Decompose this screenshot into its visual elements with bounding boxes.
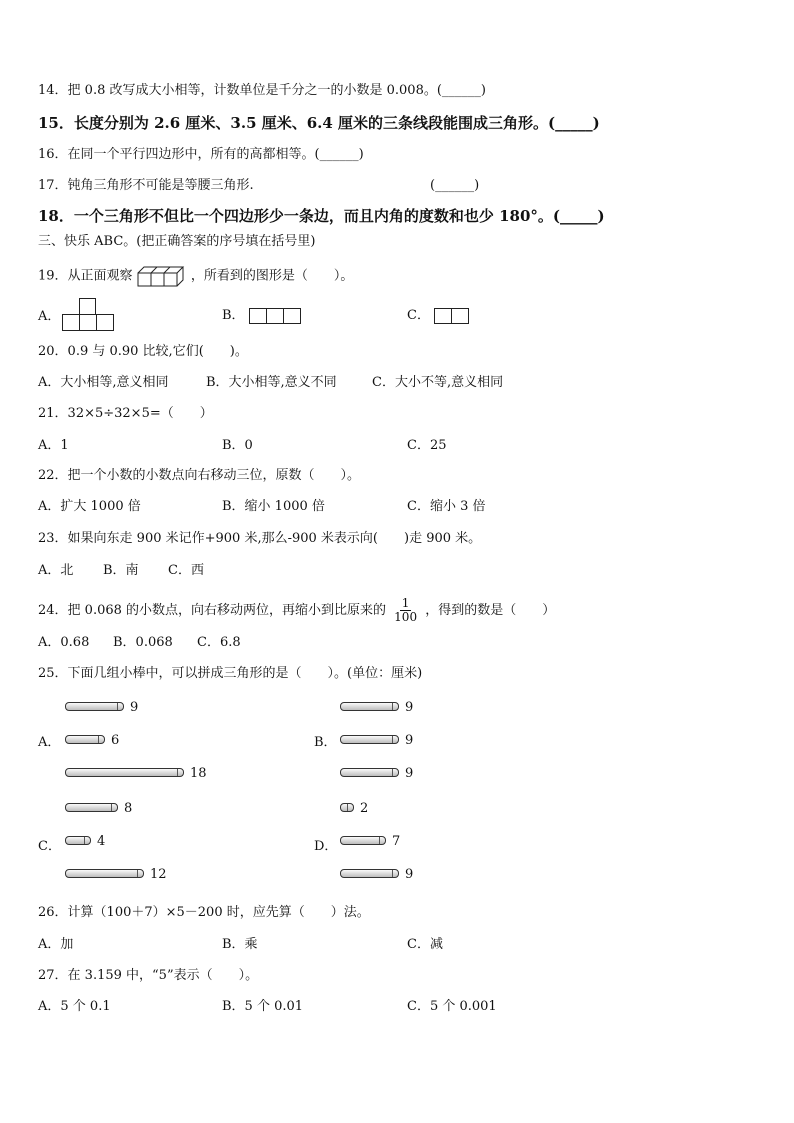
question-17-blank[interactable]: (______): [430, 178, 480, 193]
stick-length-label: 6: [111, 733, 120, 748]
q22-option-a[interactable]: A．扩大 1000 倍: [38, 499, 141, 514]
cube-stack-figure: [137, 264, 187, 288]
q23-option-a[interactable]: A．北: [38, 563, 74, 578]
stick: [65, 735, 105, 744]
stick-length-label: 4: [97, 834, 106, 849]
stick-length-label: 9: [405, 733, 414, 748]
fraction-one-hundredth: $\frac{1}{100}$: [394, 596, 418, 624]
question-23: 23．如果向东走 900 米记作+900 米,那么-900 米表示向( )走 900 米。: [38, 531, 482, 546]
stick-length-label: 8: [124, 801, 133, 816]
q19-option-b[interactable]: B．: [222, 307, 301, 325]
question-24: 24．把 0.068 的小数点，向右移动两位，再缩小到比原来的 $\frac{1}{100}$ ，得到的数是（ ）: [38, 596, 556, 624]
q21-option-a[interactable]: A．1: [38, 438, 69, 453]
q25-option-c[interactable]: C．: [38, 839, 61, 854]
question-16: 16．在同一个平行四边形中，所有的高都相等。(______): [38, 147, 364, 162]
question-19: 19．从正面观察 ，所看到的图形是（ ）。: [38, 264, 353, 288]
question-27: 27．在 3.159 中，“5”表示（ ）。: [38, 968, 259, 983]
q23-option-b[interactable]: B．南: [103, 563, 139, 578]
question-26: 26．计算（100＋7）×5－200 时，应先算（ ）法。: [38, 905, 370, 920]
stick: [340, 869, 399, 878]
stick: [340, 702, 399, 711]
q25-option-b[interactable]: B．: [314, 735, 337, 750]
q20-option-b[interactable]: B．大小相等,意义不同: [206, 375, 337, 390]
question-15: 15．长度分别为 2.6 厘米、3.5 厘米、6.4 厘米的三条线段能围成三角形。(_____): [38, 114, 600, 132]
q19-option-c-figure: [434, 308, 469, 324]
q26-option-c[interactable]: C．减: [407, 937, 443, 952]
q24-option-a[interactable]: A．0.68: [38, 635, 90, 650]
q27-option-c[interactable]: C．5 个 0.001: [407, 999, 497, 1014]
q27-option-b[interactable]: B．5 个 0.01: [222, 999, 304, 1014]
stick-length-label: 12: [150, 867, 167, 882]
question-17: 17．钝角三角形不可能是等腰三角形.: [38, 178, 254, 193]
q20-option-c[interactable]: C．大小不等,意义相同: [372, 375, 504, 390]
q19-option-a-figure: [62, 298, 114, 332]
stick-length-label: 9: [405, 766, 414, 781]
stick-length-label: 9: [130, 700, 139, 715]
q23-option-c[interactable]: C．西: [168, 563, 204, 578]
q21-option-c[interactable]: C．25: [407, 438, 447, 453]
question-20: 20．0.9 与 0.90 比较,它们( )。: [38, 344, 248, 359]
stick-length-label: 9: [405, 700, 414, 715]
q19-option-a[interactable]: A．: [38, 309, 61, 324]
q26-option-a[interactable]: A．加: [38, 937, 74, 952]
question-18: 18．一个三角形不但比一个四边形少一条边，而且内角的度数和也少 180°。(_____): [38, 207, 605, 225]
q24-option-b[interactable]: B．0.068: [113, 635, 173, 650]
stick: [340, 768, 399, 777]
stick: [65, 702, 124, 711]
stick-length-label: 9: [405, 867, 414, 882]
q25-option-a[interactable]: A．: [38, 735, 61, 750]
q22-option-c[interactable]: C．缩小 3 倍: [407, 499, 486, 514]
stick: [340, 836, 386, 845]
q24-option-c[interactable]: C．6.8: [197, 635, 241, 650]
stick-length-label: 18: [190, 766, 207, 781]
stick: [340, 803, 354, 812]
q20-option-a[interactable]: A．大小相等,意义相同: [38, 375, 169, 390]
question-21: 21．32×5÷32×5=（ ）: [38, 406, 213, 421]
stick-length-label: 2: [360, 801, 369, 816]
stick-length-label: 7: [392, 834, 401, 849]
q22-option-b[interactable]: B．缩小 1000 倍: [222, 499, 325, 514]
section-heading: 三、快乐 ABC。(把正确答案的序号填在括号里): [38, 234, 316, 249]
question-22: 22．把一个小数的小数点向右移动三位，原数（ ）。: [38, 468, 361, 483]
q19-option-b-figure: [249, 308, 301, 324]
question-14: 14．把 0.8 改写成大小相等，计数单位是千分之一的小数是 0.008。(______): [38, 83, 486, 98]
stick: [65, 803, 118, 812]
q25-option-d[interactable]: D．: [314, 839, 338, 854]
q26-option-b[interactable]: B．乘: [222, 937, 258, 952]
stick: [65, 869, 144, 878]
q27-option-a[interactable]: A．5 个 0.1: [38, 999, 111, 1014]
q21-option-b[interactable]: B．0: [222, 438, 253, 453]
stick: [65, 768, 184, 777]
q19-option-c[interactable]: C．: [407, 307, 469, 325]
stick: [340, 735, 399, 744]
question-25: 25．下面几组小棒中，可以拼成三角形的是（ ）。(单位：厘米): [38, 666, 423, 681]
stick: [65, 836, 91, 845]
